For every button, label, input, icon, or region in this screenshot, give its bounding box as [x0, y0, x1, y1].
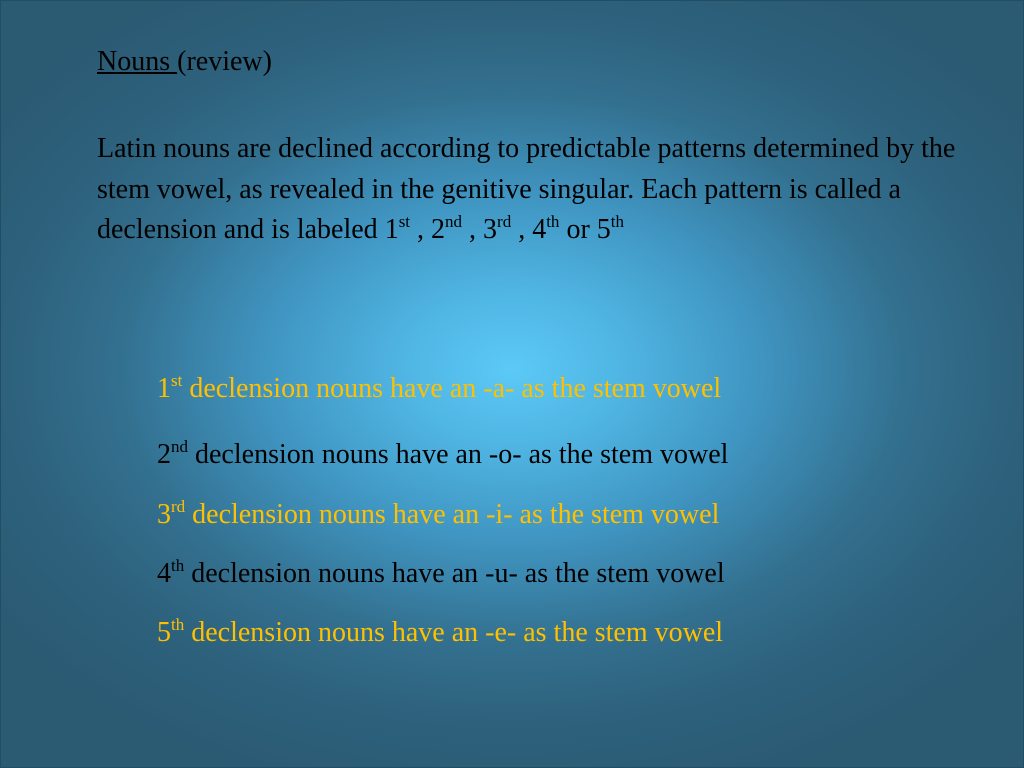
ordinal-4-number: 4 [532, 214, 547, 245]
declension-text: declension nouns have an -u- as the stem vowel [184, 558, 725, 589]
ordinal-3-number: 3 [483, 214, 498, 245]
declension-item-2 [157, 437, 728, 473]
ordinal-2-suffix: nd [445, 212, 463, 231]
ordinal-separator: or [559, 214, 597, 245]
declension-item-1 [157, 371, 721, 407]
ordinal-3-suffix: rd [497, 212, 512, 231]
ordinal-separator: , [511, 214, 533, 245]
declension-text: declension nouns have an -e- as the stem vowel [184, 617, 724, 648]
declension-number: 4 [157, 558, 171, 589]
declension-text: declension nouns have an -o- as the stem vowel [188, 439, 729, 470]
ordinal-2-number: 2 [431, 214, 446, 245]
declension-item-4 [157, 556, 725, 592]
ordinal-1-number: 1 [384, 214, 399, 245]
declension-ordinal-suffix: rd [171, 497, 186, 516]
intro-paragraph [97, 129, 977, 251]
ordinal-separator: , [410, 214, 432, 245]
ordinal-5-number: 5 [596, 214, 611, 245]
declension-text: declension nouns have an -i- as the stem vowel [185, 499, 720, 530]
declension-text: declension nouns have an -a- as the stem vowel [182, 373, 722, 404]
intro-text: Latin nouns are declined according to predictable patterns determined by the stem vowel, as revealed in the genitive singular. Each pattern is called a declension and is labeled [97, 133, 956, 245]
declension-ordinal-suffix: th [171, 556, 185, 575]
declension-ordinal-suffix: st [171, 371, 183, 390]
ordinal-1-suffix: st [398, 212, 411, 231]
ordinal-5-suffix: th [610, 212, 624, 231]
declension-item-5 [157, 615, 723, 651]
declension-number: 2 [157, 439, 171, 470]
declension-item-3 [157, 497, 719, 533]
title-main: Nouns [97, 46, 178, 77]
ordinal-separator: , [462, 214, 484, 245]
declension-number: 3 [157, 499, 171, 530]
declension-ordinal-suffix: th [171, 615, 185, 634]
declension-ordinal-suffix: nd [171, 437, 188, 456]
declension-number: 1 [157, 373, 171, 404]
title-suffix: (review) [177, 46, 272, 77]
slide-title [97, 44, 272, 80]
ordinal-4-suffix: th [546, 212, 560, 231]
declension-number: 5 [157, 617, 171, 648]
